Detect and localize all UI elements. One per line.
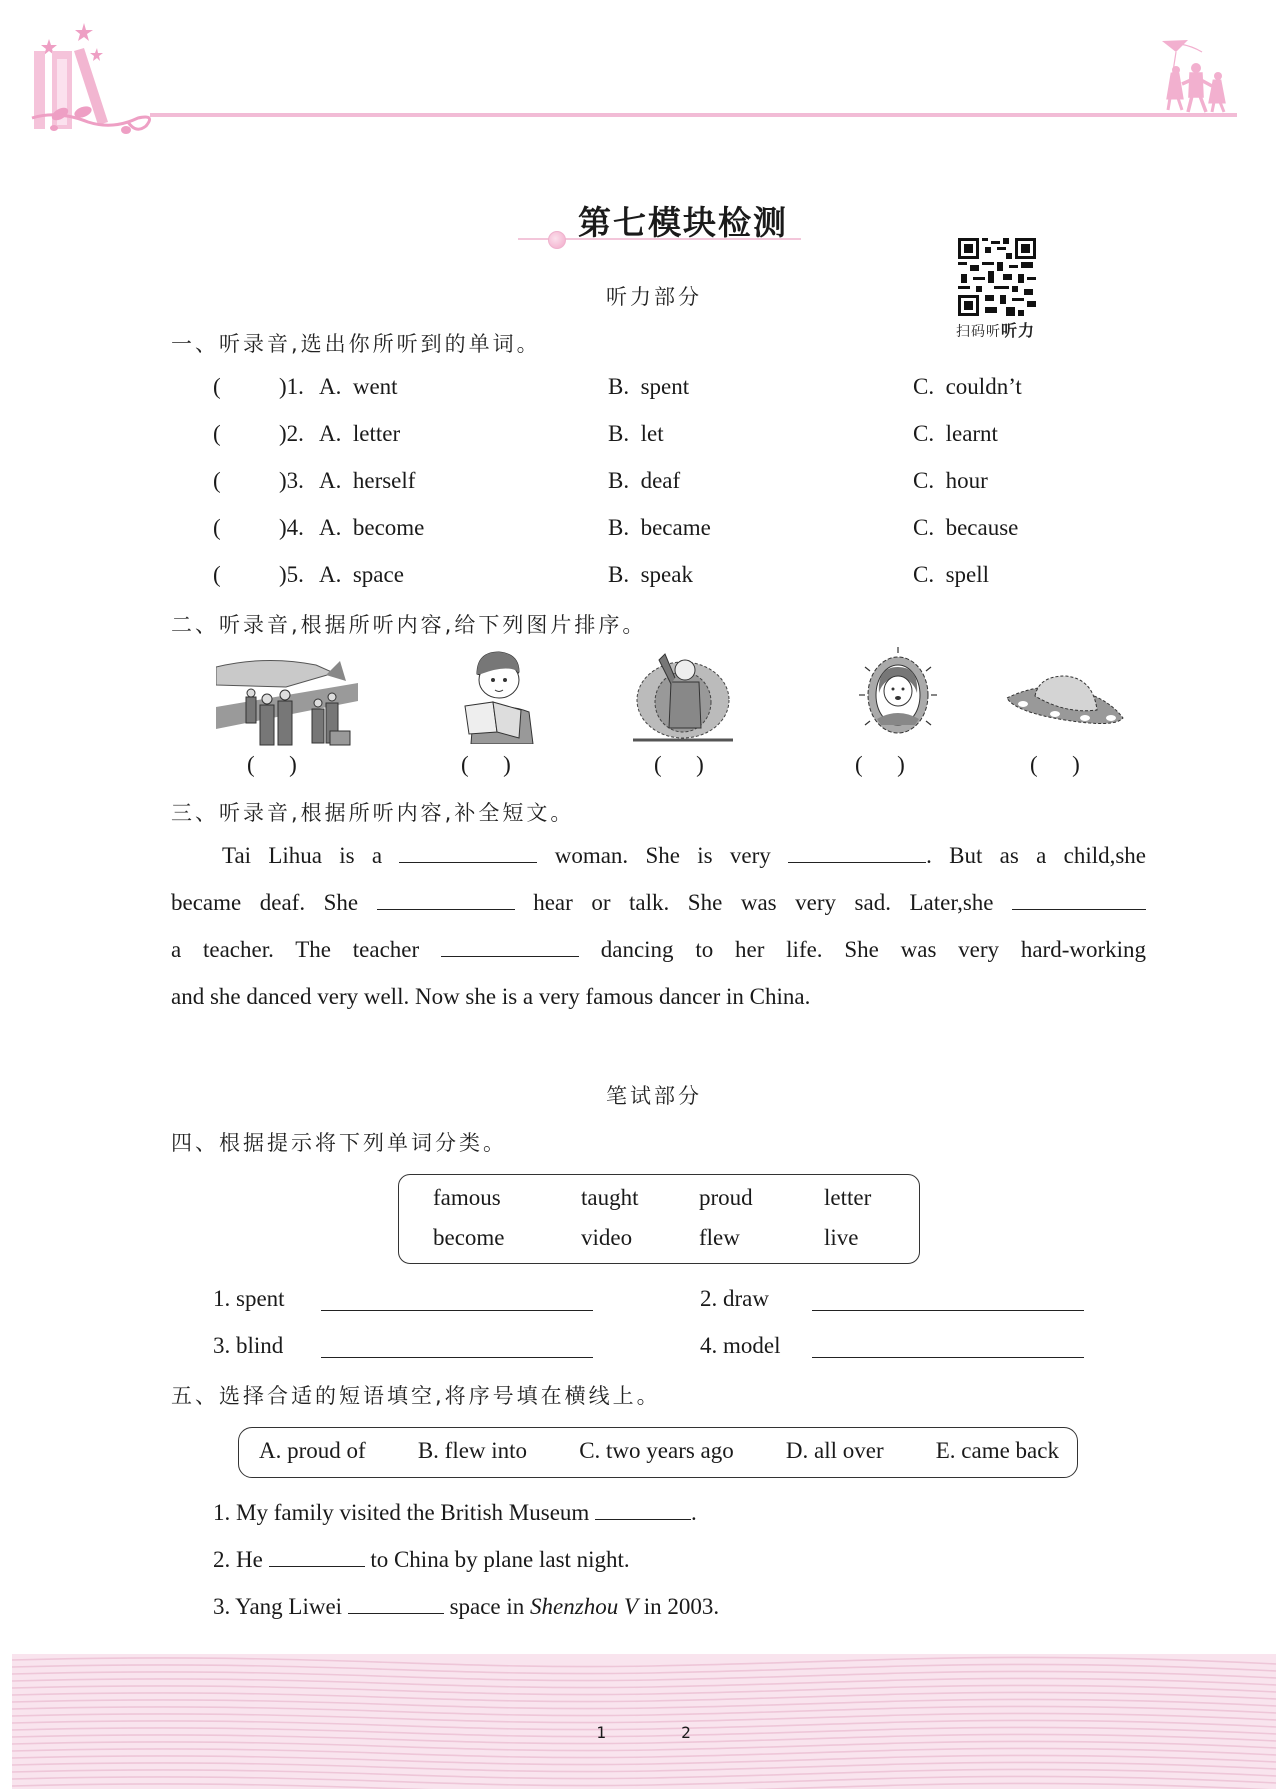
q1-option-a: A. went bbox=[319, 374, 398, 399]
title-bullet-dot bbox=[548, 231, 566, 249]
classify-label: 3. blind bbox=[213, 1333, 284, 1358]
q1-item bbox=[213, 374, 1113, 400]
answer-paren-open[interactable]: ( bbox=[213, 374, 221, 399]
q1-option-b: B. let bbox=[608, 421, 664, 446]
qr-code-icon[interactable] bbox=[958, 238, 1036, 316]
writing-section-heading: 笔试部分 bbox=[606, 1084, 702, 1108]
header-rule bbox=[150, 113, 1237, 117]
sentence-text: space in bbox=[449, 1594, 525, 1619]
phrase-option: A. proud of bbox=[259, 1438, 366, 1463]
classify-answer-line[interactable] bbox=[812, 1357, 1084, 1358]
passage-text: . But as a child,she bbox=[926, 843, 1147, 868]
listening-section-heading: 听力部分 bbox=[606, 285, 702, 309]
passage-line bbox=[171, 937, 1146, 963]
sentence-text: in 2003. bbox=[643, 1594, 720, 1619]
page-numbers bbox=[0, 1723, 1287, 1742]
q2-heading: 二、听录音,根据所听内容,给下列图片排序。 bbox=[171, 613, 647, 637]
word-bank-item: proud bbox=[699, 1185, 753, 1210]
word-bank-box bbox=[398, 1174, 920, 1264]
q1-item-num: )5. bbox=[279, 562, 304, 587]
page-number-left: 1 bbox=[596, 1723, 606, 1742]
passage-blank[interactable] bbox=[1012, 891, 1146, 910]
passage-line bbox=[171, 890, 1146, 916]
passage-text: became deaf. She bbox=[171, 890, 359, 915]
q1-option-c: C. couldn’t bbox=[913, 374, 1022, 399]
passage-text: dancing to her life. She was very hard-working bbox=[600, 937, 1147, 962]
sentence-text: 1. My family visited the British Museum bbox=[213, 1500, 590, 1525]
astronaut-icon bbox=[633, 650, 733, 746]
sentence-blank[interactable] bbox=[348, 1595, 444, 1614]
q1-option-c: C. hour bbox=[913, 468, 988, 493]
picture-answer-paren[interactable]: ( ) bbox=[654, 752, 704, 777]
sentence-blank[interactable] bbox=[269, 1548, 365, 1567]
q1-item bbox=[213, 515, 1113, 541]
phrase-bank-box bbox=[238, 1427, 1078, 1478]
picture-answer-paren[interactable]: ( ) bbox=[1030, 752, 1080, 777]
phrase-option: B. flew into bbox=[417, 1438, 528, 1463]
picture-answer-paren[interactable]: ( ) bbox=[461, 752, 511, 777]
q1-item-num: )1. bbox=[279, 374, 304, 399]
passage-line bbox=[171, 843, 1146, 869]
q1-option-b: B. became bbox=[608, 515, 711, 540]
q1-option-a: A. space bbox=[319, 562, 404, 587]
qr-label-prefix: 扫码听 bbox=[956, 324, 1001, 340]
q1-item-num: )2. bbox=[279, 421, 304, 446]
children-flying-kite-icon bbox=[1160, 36, 1240, 116]
sentence-blank[interactable] bbox=[595, 1501, 691, 1520]
q1-option-c: C. spell bbox=[913, 562, 990, 587]
q5-sentence bbox=[213, 1500, 697, 1526]
passage-line bbox=[171, 984, 1146, 1010]
q1-item bbox=[213, 421, 1113, 447]
q1-option-a: A. letter bbox=[319, 421, 401, 446]
answer-paren-open[interactable]: ( bbox=[213, 515, 221, 540]
phrase-option: D. all over bbox=[785, 1438, 884, 1463]
ufo-icon bbox=[1005, 674, 1127, 736]
qr-label-bold: 听力 bbox=[1001, 321, 1036, 340]
passage-blank[interactable] bbox=[788, 844, 926, 863]
q1-option-c: C. learnt bbox=[913, 421, 998, 446]
classify-label: 2. draw bbox=[700, 1286, 769, 1311]
q1-option-c: C. because bbox=[913, 515, 1019, 540]
passage-text: woman. She is very bbox=[554, 843, 771, 868]
q3-heading: 三、听录音,根据所听内容,补全短文。 bbox=[171, 801, 575, 825]
phrase-option: E. came back bbox=[935, 1438, 1059, 1463]
classify-answer-line[interactable] bbox=[321, 1310, 593, 1311]
word-bank-item: become bbox=[433, 1225, 505, 1250]
word-bank-item: taught bbox=[581, 1185, 639, 1210]
passage-blank[interactable] bbox=[377, 891, 515, 910]
picture-answer-paren[interactable]: ( ) bbox=[247, 752, 297, 777]
classify-answer-line[interactable] bbox=[812, 1310, 1084, 1311]
q5-sentence bbox=[213, 1547, 630, 1573]
footer-wave-band bbox=[12, 1654, 1276, 1789]
passage-text: Tai Lihua is a bbox=[222, 843, 383, 868]
boy-reading-icon bbox=[463, 648, 539, 744]
answer-paren-open[interactable]: ( bbox=[213, 468, 221, 493]
q1-item-num: )3. bbox=[279, 468, 304, 493]
airport-people-icon bbox=[216, 655, 358, 753]
passage-text: and she danced very well. Now she is a very famous dancer in China. bbox=[171, 984, 811, 1009]
q5-sentence bbox=[213, 1594, 719, 1620]
answer-paren-open[interactable]: ( bbox=[213, 562, 221, 587]
page-number-right: 2 bbox=[681, 1723, 691, 1742]
word-bank-item: famous bbox=[433, 1185, 501, 1210]
q1-option-a: A. become bbox=[319, 515, 425, 540]
classify-answer-line[interactable] bbox=[321, 1357, 593, 1358]
woman-portrait-icon bbox=[853, 645, 943, 741]
page-title: 第七模块检测 bbox=[578, 203, 788, 242]
word-bank-item: video bbox=[581, 1225, 633, 1250]
phrase-option: C. two years ago bbox=[579, 1438, 734, 1463]
qr-label bbox=[956, 318, 1035, 341]
footer-wave-line bbox=[12, 1783, 1276, 1789]
answer-paren-open[interactable]: ( bbox=[213, 421, 221, 446]
q1-item bbox=[213, 468, 1113, 494]
passage-blank[interactable] bbox=[441, 938, 579, 957]
q1-item-num: )4. bbox=[279, 515, 304, 540]
passage-text: hear or talk. She was very sad. Later,she bbox=[533, 890, 994, 915]
q1-heading: 一、听录音,选出你所听到的单词。 bbox=[171, 332, 541, 356]
q1-option-b: B. deaf bbox=[608, 468, 681, 493]
word-bank-item: live bbox=[824, 1225, 859, 1250]
q1-item bbox=[213, 562, 1113, 588]
q4-heading: 四、根据提示将下列单词分类。 bbox=[171, 1131, 507, 1155]
q1-option-b: B. spent bbox=[608, 374, 690, 399]
classify-label: 1. spent bbox=[213, 1286, 285, 1311]
q5-heading: 五、选择合适的短语填空,将序号填在横线上。 bbox=[171, 1384, 661, 1408]
sentence-italic: Shenzhou V bbox=[530, 1594, 638, 1619]
sentence-text: 2. He bbox=[213, 1547, 263, 1572]
classify-label: 4. model bbox=[700, 1333, 781, 1358]
books-with-stars-icon bbox=[28, 18, 153, 136]
passage-text: a teacher. The teacher bbox=[171, 937, 420, 962]
sentence-text: to China by plane last night. bbox=[370, 1547, 630, 1572]
word-bank-item: letter bbox=[824, 1185, 872, 1210]
passage-blank[interactable] bbox=[399, 844, 537, 863]
picture-answer-paren[interactable]: ( ) bbox=[855, 752, 905, 777]
sentence-text: . bbox=[691, 1500, 697, 1525]
sentence-text: 3. Yang Liwei bbox=[213, 1594, 343, 1619]
word-bank-item: flew bbox=[699, 1225, 740, 1250]
q1-option-a: A. herself bbox=[319, 468, 416, 493]
q1-option-b: B. speak bbox=[608, 562, 693, 587]
